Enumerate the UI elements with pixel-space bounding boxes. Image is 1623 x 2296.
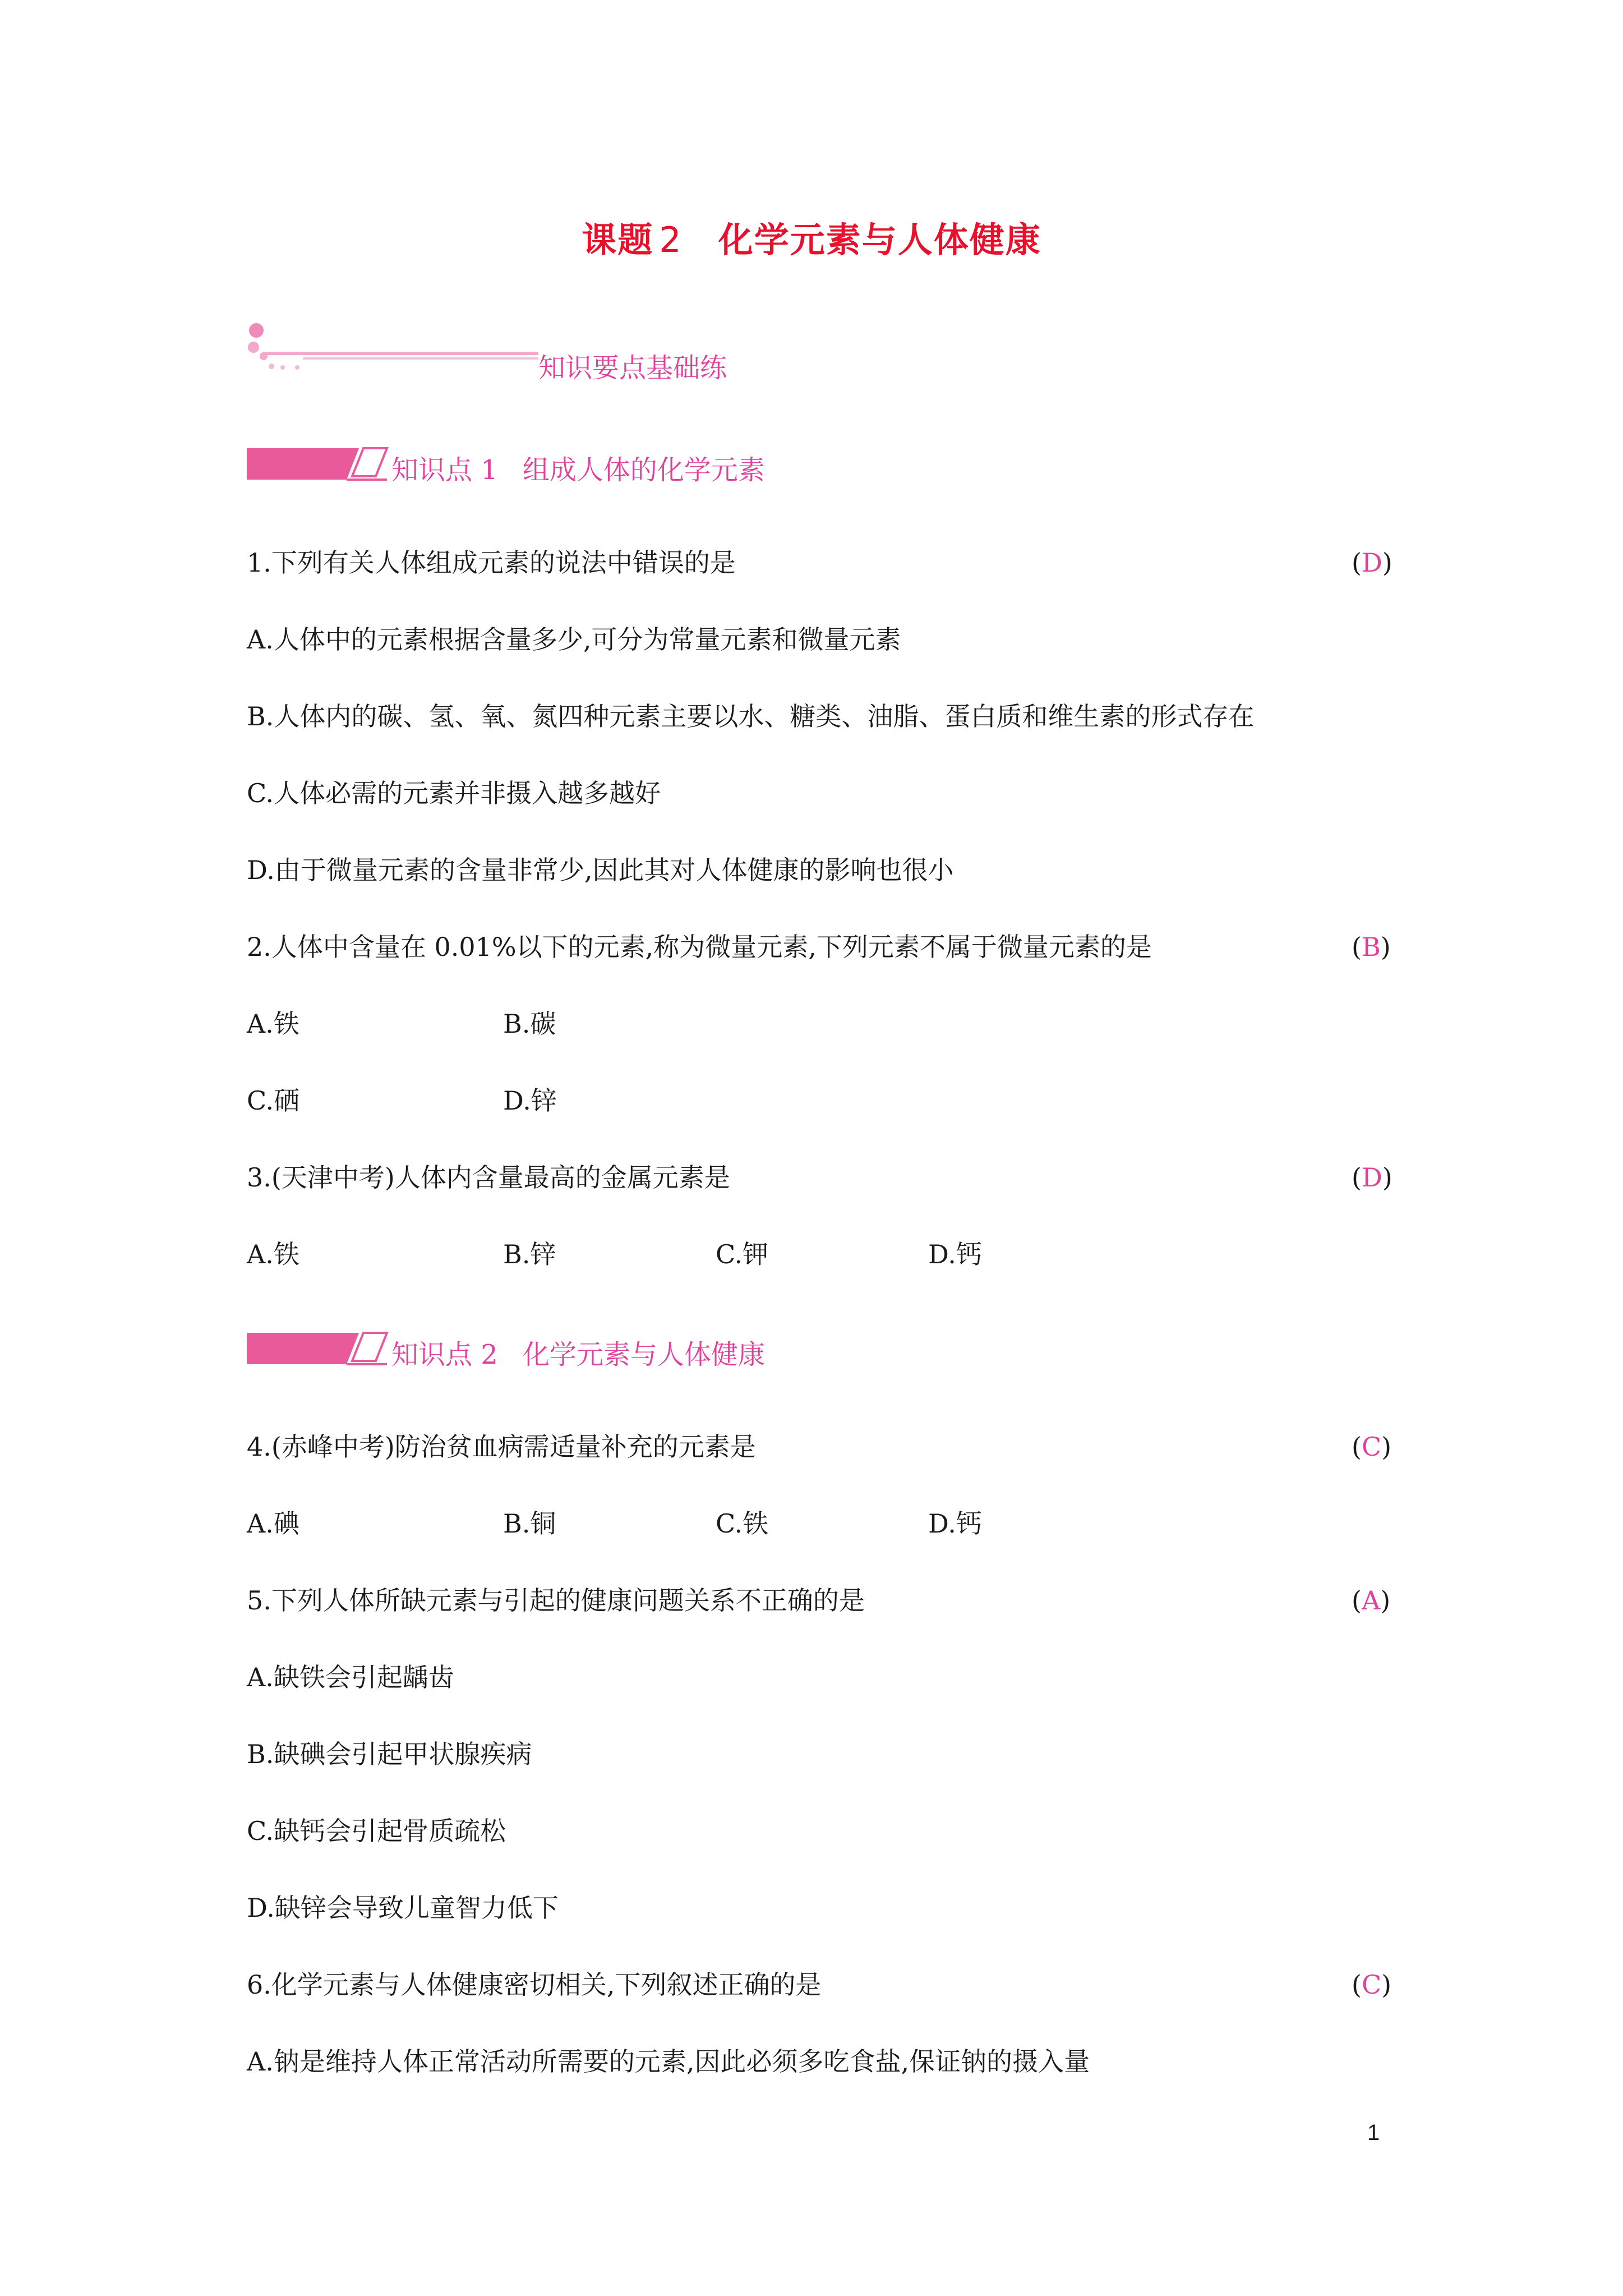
question-5-stem: 5.下列人体所缺元素与引起的健康问题关系不正确的是: [247, 1585, 865, 1616]
question-3-option-a: A.铁: [247, 1239, 299, 1269]
question-6-stem: 6.化学元素与人体健康密切相关,下列叙述正确的是: [247, 1970, 822, 2000]
question-4-option-c: C.铁: [716, 1508, 769, 1539]
question-1-stem: 1.下列有关人体组成元素的说法中错误的是: [247, 547, 736, 578]
question-5-option-b: B.缺碘会引起甲状腺疾病: [247, 1739, 532, 1769]
question-6-answer-letter: C: [1361, 1970, 1382, 2000]
knowledge-point-tab-icon: [247, 445, 393, 481]
title-label: 课题: [582, 219, 654, 260]
question-4-stem: 4.(赤峰中考)防治贫血病需适量补充的元素是: [247, 1432, 756, 1462]
question-2-answer: (B): [1352, 932, 1391, 962]
question-2-option-d: D.锌: [503, 1085, 557, 1116]
question-3-stem: 3.(天津中考)人体内含量最高的金属元素是: [247, 1162, 730, 1193]
page-number: 1: [1367, 2120, 1380, 2145]
question-5-option-c: C.缺钙会引起骨质疏松: [247, 1816, 506, 1846]
question-4-answer: (C): [1352, 1432, 1392, 1462]
knowledge-point-2-name: 化学元素与人体健康: [522, 1339, 765, 1370]
question-3-option-b: B.锌: [503, 1239, 556, 1269]
question-6-option-a: A.钠是维持人体正常活动所需要的元素,因此必须多吃食盐,保证钠的摄入量: [247, 2046, 1090, 2077]
question-5-option-d: D.缺锌会导致儿童智力低下: [247, 1893, 559, 1923]
section-banner: [241, 323, 763, 390]
page-title: [0, 212, 1623, 262]
question-1-option-d: D.由于微量元素的含量非常少,因此其对人体健康的影响也很小: [247, 855, 954, 885]
knowledge-point-1-header: [247, 445, 920, 484]
question-1-answer-letter: D: [1361, 547, 1382, 578]
question-2-stem: 2.人体中含量在 0.01%以下的元素,称为微量元素,下列元素不属于微量元素的是: [247, 932, 1152, 962]
question-5-answer-letter: A: [1361, 1585, 1381, 1616]
question-3-answer-letter: D: [1361, 1162, 1382, 1193]
knowledge-point-tab-icon: [247, 1329, 393, 1365]
question-1-option-a: A.人体中的元素根据含量多少,可分为常量元素和微量元素: [247, 624, 901, 655]
question-3-option-c: C.钾: [716, 1239, 769, 1269]
knowledge-point-2-header: [247, 1329, 920, 1369]
title-number: 2: [659, 219, 683, 260]
question-2-option-a: A.铁: [247, 1009, 299, 1039]
title-text: 化学元素与人体健康: [718, 219, 1041, 260]
question-4-option-d: D.钙: [928, 1508, 982, 1539]
question-6-answer: (C): [1352, 1970, 1392, 2000]
knowledge-point-1-label: 知识点 1: [391, 454, 498, 486]
section-label: 知识要点基础练: [538, 352, 727, 384]
question-1-option-c: C.人体必需的元素并非摄入越多越好: [247, 778, 661, 808]
knowledge-point-1-name: 组成人体的化学元素: [522, 454, 765, 486]
question-2-option-c: C.硒: [247, 1085, 300, 1116]
question-5-option-a: A.缺铁会引起龋齿: [247, 1662, 454, 1692]
question-3-option-d: D.钙: [928, 1239, 982, 1269]
question-2-option-b: B.碳: [503, 1009, 556, 1039]
question-1-answer: (D): [1352, 547, 1393, 578]
question-2-answer-letter: B: [1361, 932, 1381, 962]
question-4-answer-letter: C: [1361, 1432, 1382, 1462]
question-4-option-a: A.碘: [247, 1508, 299, 1539]
knowledge-point-2-label: 知识点 2: [391, 1339, 498, 1370]
question-1-option-b: B.人体内的碳、氢、氧、氮四种元素主要以水、糖类、油脂、蛋白质和维生素的形式存在: [247, 701, 1255, 731]
question-3-answer: (D): [1352, 1162, 1393, 1193]
question-5-answer: (A): [1352, 1585, 1391, 1616]
question-4-option-b: B.铜: [503, 1508, 556, 1539]
